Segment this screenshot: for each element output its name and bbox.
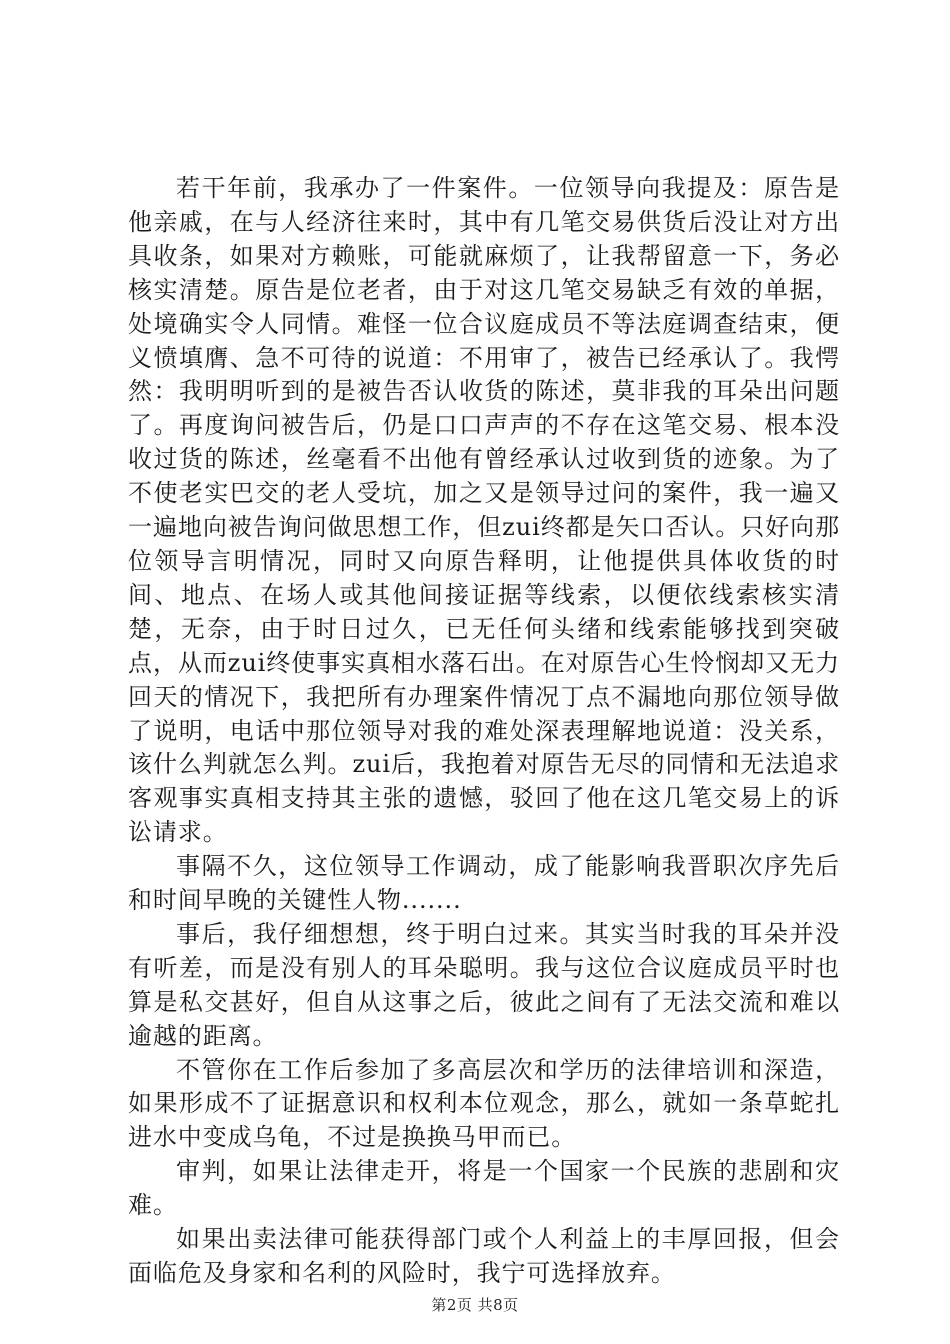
page-number-footer: 第2页 共8页 bbox=[431, 1296, 519, 1314]
paragraph: 事后，我仔细想想，终于明白过来。其实当时我的耳朵并没有听差，而是没有别人的耳朵聪明。我与这位合议庭成员平时也算是私交甚好，但自从这事之后，彼此之间有了无法交流和难以逾越的距离。 bbox=[128, 919, 840, 1050]
paragraph: 不管你在工作后参加了多高层次和学历的法律培训和深造，如果形成不了证据意识和权利本位观念，那么，就如一条草蛇扎进水中变成乌龟，不过是换换马甲而已。 bbox=[128, 1055, 840, 1152]
paragraph: 如果出卖法律可能获得部门或个人利益上的丰厚回报，但会面临危及身家和名利的风险时，我宁可选择放弃。 bbox=[128, 1225, 840, 1287]
body-text bbox=[128, 172, 840, 1291]
paragraph: 若干年前，我承办了一件案件。一位领导向我提及：原告是他亲戚，在与人经济往来时，其中有几笔交易供货后没让对方出具收条，如果对方赖账，可能就麻烦了，让我帮留意一下，务必核实清楚。原告是位老者，由于对这几笔交易缺乏有效的单据，处境确实令人同情。难怪一位合议庭成员不等法庭调查结束，便义愤填膺、急不可待的说道：不用审了，被告已经承认了。我愕然：我明明听到的是被告否认收货的陈述，莫非我的耳朵出问题了。再度询问被告后，仍是口口声声的不存在这笔交易、根本没收过货的陈述，丝毫看不出他有曾经承认过收到货的迹象。为了不使老实巴交的老人受坑，加之又是领导过问的案件，我一遍又一遍地向被告询问做思想工作，但zui终都是矢口否认。只好向那位领导言明情况，同时又向原告释明，让他提供具体收货的时间、地点、在场人或其他间接证据等线索，以便依线索核实清楚，无奈，由于时日过久，已无任何头绪和线索能够找到突破点，从而zui终使事实真相水落石出。在对原告心生怜悯却又无力回天的情况下，我把所有办理案件情况丁点不漏地向那位领导做了说明，电话中那位领导对我的难处深表理解地说道：没关系，该什么判就怎么判。zui后，我抱着对原告无尽的同情和无法追求客观事实真相支持其主张的遗憾，驳回了他在这几笔交易上的诉讼请求。 bbox=[128, 174, 840, 847]
paragraph: 事隔不久，这位领导工作调动，成了能影响我晋职次序先后和时间早晚的关键性人物....... bbox=[128, 852, 840, 915]
paragraph: 审判，如果让法律走开，将是一个国家一个民族的悲剧和灾难。 bbox=[128, 1157, 840, 1220]
